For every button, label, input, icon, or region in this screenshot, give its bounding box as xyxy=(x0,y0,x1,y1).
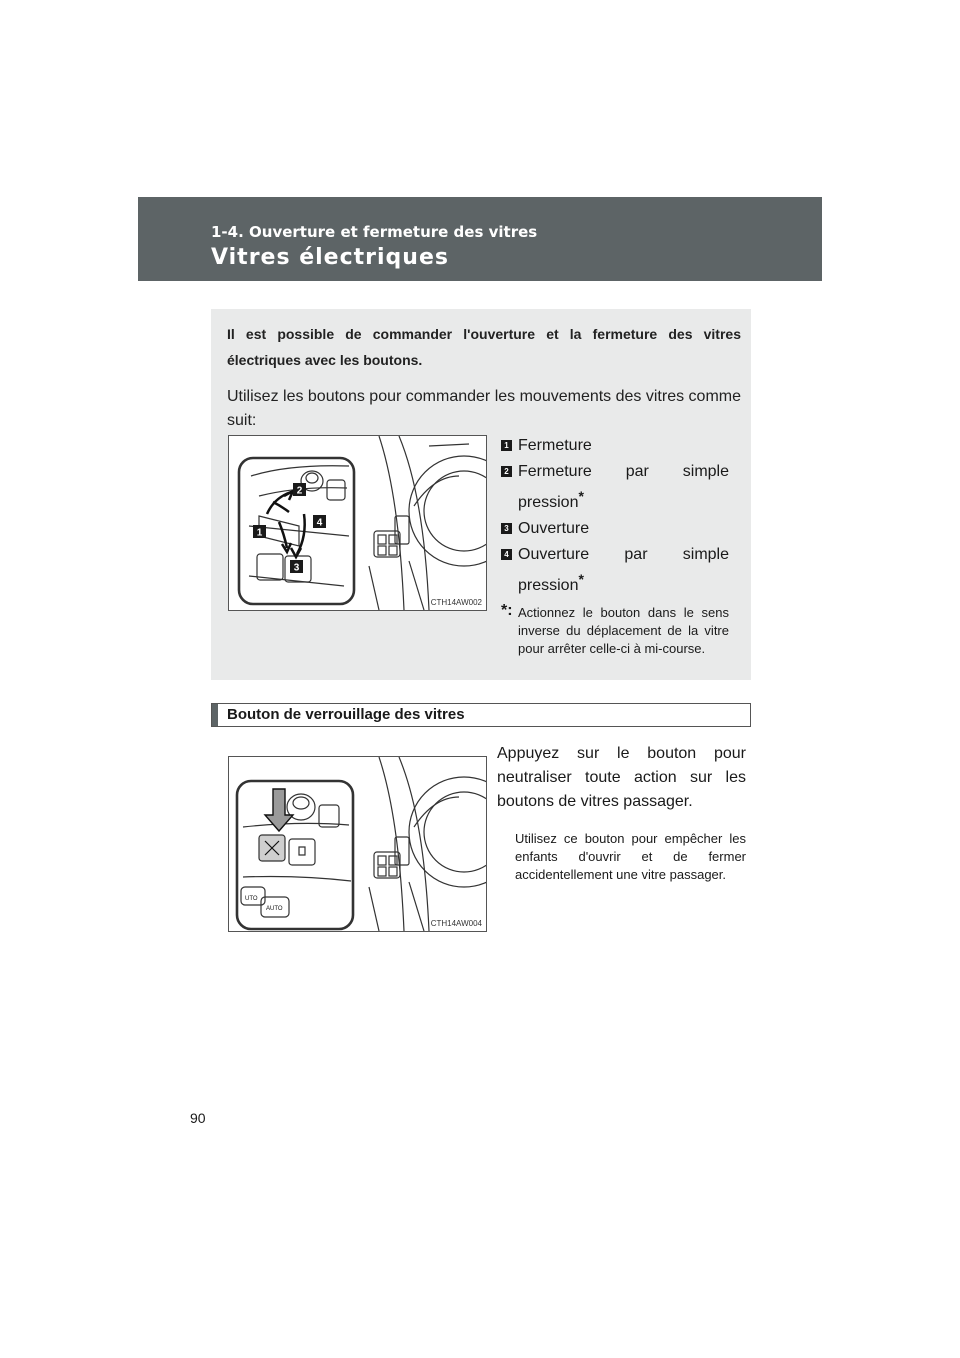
svg-text:AUTO: AUTO xyxy=(266,906,283,912)
svg-text:3: 3 xyxy=(293,562,300,574)
legend-number: 4 xyxy=(501,549,512,560)
legend-item xyxy=(501,543,729,598)
legend-text-cont: pression xyxy=(518,494,579,511)
figure1-code: CTH14AW002 xyxy=(430,598,482,607)
legend-text: Ouverture xyxy=(518,520,590,537)
figure2-code: CTH14AW004 xyxy=(430,919,482,928)
asterisk-mark: * xyxy=(578,571,584,587)
svg-text:1: 1 xyxy=(256,527,263,539)
svg-text:2: 2 xyxy=(296,485,303,497)
intro-text: Utilisez les boutons pour commander les mouvements des vitres comme suit: xyxy=(227,388,741,429)
footnote-text: Actionnez le bouton dans le sens inverse du déplacement de la vitre pour arrêter celle-ci à mi-course. xyxy=(518,605,729,656)
page-title: Vitres électriques xyxy=(211,245,449,270)
window-lock-illustration xyxy=(228,756,487,932)
legend-number: 2 xyxy=(501,466,512,477)
chapter-header xyxy=(138,197,822,281)
legend-text: Fermeture par simple xyxy=(518,463,729,480)
intro-bold-text: Il est possible de commander l'ouverture et la fermeture des vitres électriques avec les boutons. xyxy=(227,326,741,368)
svg-text:4: 4 xyxy=(316,517,323,529)
legend-item xyxy=(501,434,729,458)
section-label: 1-4. Ouverture et fermeture des vitres xyxy=(211,223,538,241)
page-number: 90 xyxy=(190,1110,206,1126)
legend-number: 1 xyxy=(501,440,512,451)
svg-text:UTO: UTO xyxy=(245,896,258,902)
legend-list xyxy=(501,434,729,658)
intro-panel xyxy=(211,309,751,680)
heading-bar xyxy=(212,704,218,726)
lock-section-heading xyxy=(211,703,751,727)
lock-description: Appuyez sur le bouton pour neutraliser toute action sur les boutons de vitres passager. xyxy=(497,745,746,810)
lock-note: Utilisez ce bouton pour empêcher les enfants d'ouvrir et de fermer accidentellement une vitre passager. xyxy=(515,831,746,882)
window-switch-illustration xyxy=(228,435,487,611)
legend-text: Ouverture par simple xyxy=(518,546,729,563)
legend-number: 3 xyxy=(501,523,512,534)
legend-item xyxy=(501,517,729,541)
lock-heading-text: Bouton de verrouillage des vitres xyxy=(227,706,465,723)
legend-text: Fermeture xyxy=(518,437,592,454)
footnote-mark: *: xyxy=(501,602,513,619)
legend-item xyxy=(501,460,729,515)
legend-text-cont: pression xyxy=(518,577,579,594)
asterisk-mark: * xyxy=(578,488,584,504)
footnote xyxy=(501,604,729,658)
